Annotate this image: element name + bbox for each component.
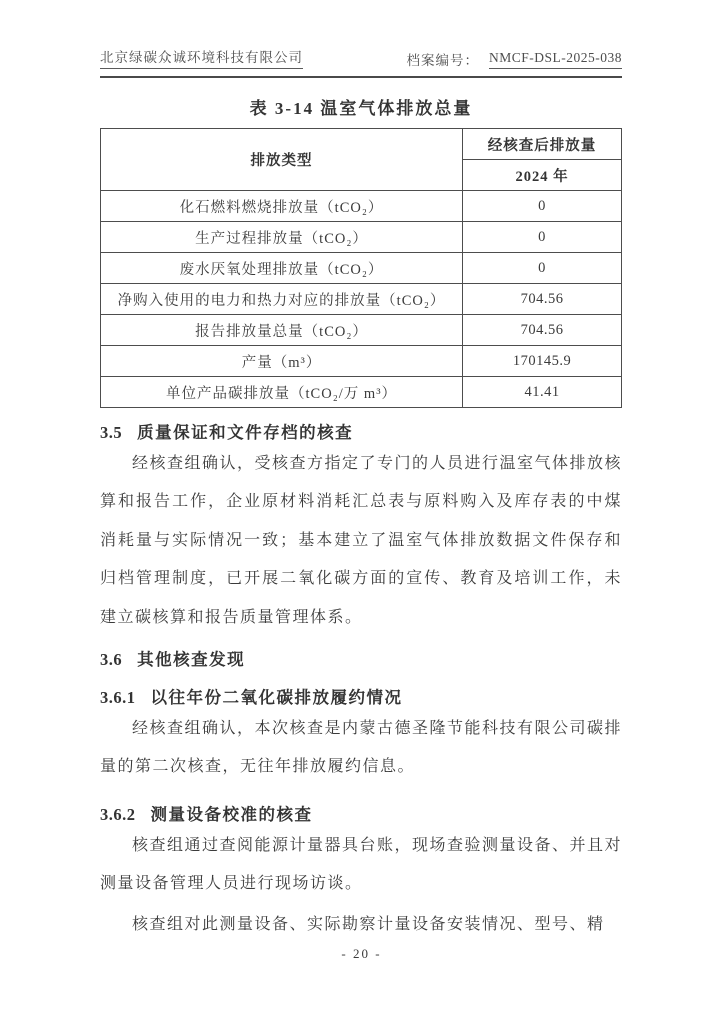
row-label: 单位产品碳排放量（tCO₂/万 m³）	[101, 377, 463, 408]
row-value: 704.56	[463, 315, 622, 346]
company-name: 北京绿碳众诚环境科技有限公司	[100, 46, 303, 69]
col-header-verified-emissions: 经核查后排放量	[463, 129, 622, 160]
paragraph-3-6-1: 经核查组确认，本次核查是内蒙古德圣隆节能科技有限公司碳排量的第二次核查，无往年排放履约信息。	[100, 719, 623, 776]
emissions-table	[100, 128, 622, 408]
row-value: 0	[463, 191, 622, 222]
archive-number-label: 档案编号：	[406, 53, 479, 68]
table-row	[101, 315, 622, 346]
page-content	[100, 0, 622, 944]
section-heading-3-6-1	[100, 684, 622, 708]
section-title: 以往年份二氧化碳排放履约情况	[150, 687, 403, 707]
section-heading-3-6-2	[100, 801, 622, 825]
row-label: 化石燃料燃烧排放量（tCO₂）	[101, 191, 463, 222]
table-row	[101, 284, 622, 315]
col-header-emission-type: 排放类型	[101, 129, 463, 191]
row-value: 41.41	[463, 377, 622, 408]
row-value: 0	[463, 253, 622, 284]
section-heading-3-5	[100, 419, 622, 443]
section-title: 其他核查发现	[137, 649, 246, 669]
row-label: 生产过程排放量（tCO₂）	[101, 222, 463, 253]
row-label: 净购入使用的电力和热力对应的排放量（tCO₂）	[101, 284, 463, 315]
table-row	[101, 222, 622, 253]
section-number: 3.5	[100, 423, 123, 442]
row-value: 170145.9	[463, 346, 622, 377]
section-title: 质量保证和文件存档的核查	[137, 423, 354, 442]
table-header-row-1	[101, 129, 622, 160]
table-caption: 表 3-14 温室气体排放总量	[249, 99, 473, 118]
table-row	[101, 377, 622, 408]
col-header-year: 2024 年	[463, 160, 622, 191]
paragraph-3-6-2-a: 核查组通过查阅能源计量器具台账，现场查验测量设备、并且对测量设备管理人员进行现场访谈。	[100, 836, 623, 893]
row-label: 报告排放量总量（tCO₂）	[101, 315, 463, 346]
archive-number-value: NMCF-DSL-2025-038	[489, 50, 622, 69]
row-value: 704.56	[463, 284, 622, 315]
paragraph-3-5: 经核查组确认，受核查方指定了专门的人员进行温室气体排放核算和报告工作，企业原材料消耗汇总表与原料购入及库存表的中煤消耗量与实际情况一致；基本建立了温室气体排放数据文件保存和归档管理制度，已开展二氧化碳方面的宣传、教育及培训工作，未建立碳核算和报告质量管理体系。	[100, 455, 623, 626]
section-number: 3.6.2	[100, 804, 136, 824]
table-row	[101, 191, 622, 222]
row-label: 废水厌氧处理排放量（tCO₂）	[101, 253, 463, 284]
table-row	[101, 253, 622, 284]
paragraph-3-6-2-b: 核查组对此测量设备、实际勘察计量设备安装情况、型号、精	[132, 915, 605, 933]
page-number: - 20 -	[341, 946, 382, 961]
row-value: 0	[463, 222, 622, 253]
section-number: 3.6	[100, 649, 123, 669]
archive-number-group	[406, 49, 622, 69]
table-row	[101, 346, 622, 377]
section-number: 3.6.1	[100, 687, 136, 707]
document-header	[100, 46, 622, 78]
row-label: 产量（m³）	[101, 346, 463, 377]
section-heading-3-6	[100, 646, 622, 670]
section-title: 测量设备校准的核查	[150, 804, 313, 824]
